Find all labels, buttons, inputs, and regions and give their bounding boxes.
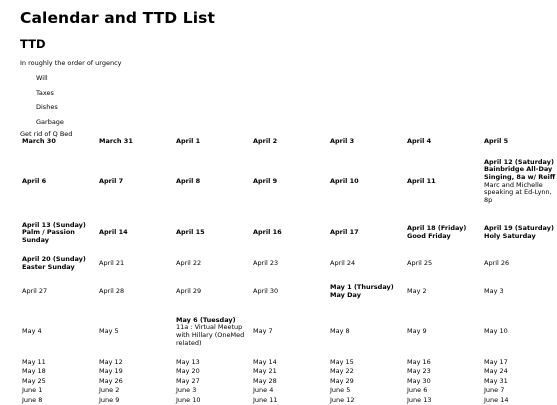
calendar-week-row: [18, 138, 557, 148]
day-label: May 1 (Thursday) May Day: [330, 282, 394, 299]
day-label: April 10: [330, 176, 359, 185]
calendar-day-cell: [172, 251, 249, 277]
day-label: June 12: [330, 395, 355, 404]
day-label: May 23: [407, 367, 431, 376]
day-label: April 12 (Saturday) Bainbridge All-Day Singing, 8a w/ Reiff: [484, 157, 556, 181]
calendar-day-cell: [18, 386, 95, 395]
day-label: April 5: [484, 137, 509, 145]
day-label: June 11: [253, 395, 278, 404]
calendar-week-row: [18, 358, 557, 367]
calendar-day-cell: [326, 306, 403, 358]
todo-item: Dishes: [36, 103, 58, 111]
day-label: April 29: [176, 286, 202, 295]
day-label: April 2: [253, 137, 278, 145]
day-label: May 26: [99, 376, 123, 385]
calendar-day-cell: [18, 215, 95, 251]
document: [0, 0, 540, 139]
calendar-day-cell: [403, 367, 480, 376]
calendar-body: [18, 138, 557, 405]
calendar-day-cell: [326, 148, 403, 215]
calendar-day-cell: [172, 215, 249, 251]
day-label: March 30: [22, 137, 56, 145]
calendar-day-cell: [95, 277, 172, 306]
page-title: Calendar and TTD List: [20, 9, 215, 27]
calendar-day-cell: [326, 251, 403, 277]
day-label: April 8: [176, 176, 201, 185]
day-label: June 8: [22, 395, 43, 404]
calendar-day-cell: [480, 367, 557, 376]
calendar-day-cell: [326, 377, 403, 386]
calendar-day-cell: [18, 277, 95, 306]
calendar-day-cell: [18, 358, 95, 367]
todo-list: [20, 71, 540, 129]
calendar-day-cell: [249, 367, 326, 376]
day-label: May 15: [330, 358, 354, 366]
day-label: April 25: [407, 259, 433, 268]
calendar-day-cell: [480, 277, 557, 306]
calendar-day-cell: [249, 377, 326, 386]
calendar-day-cell: [172, 358, 249, 367]
calendar-day-cell: [249, 306, 326, 358]
calendar-day-cell: [172, 367, 249, 376]
calendar-day-cell: [18, 148, 95, 215]
day-label: May 30: [407, 376, 431, 385]
calendar-day-cell: [403, 277, 480, 306]
day-label: April 14: [99, 228, 128, 237]
day-label: June 1: [22, 386, 43, 395]
day-label: June 14: [484, 395, 509, 404]
day-label: April 27: [22, 286, 48, 295]
calendar-day-cell: [18, 396, 95, 405]
calendar-day-cell: [326, 277, 403, 306]
day-label: April 30: [253, 286, 279, 295]
calendar-day-cell: [18, 138, 95, 148]
day-label: May 2: [407, 286, 427, 295]
calendar-day-cell: [172, 306, 249, 358]
calendar-day-cell: [249, 138, 326, 148]
day-label: April 26: [484, 259, 510, 268]
day-label: May 28: [253, 376, 277, 385]
calendar-day-cell: [18, 367, 95, 376]
calendar-day-cell: [403, 358, 480, 367]
day-label: April 17: [330, 228, 359, 237]
calendar-week-row: [18, 396, 557, 405]
calendar-day-cell: [249, 215, 326, 251]
day-label: April 6: [22, 176, 47, 185]
day-label: May 9: [407, 327, 427, 336]
calendar-day-cell: [95, 251, 172, 277]
calendar-day-cell: [326, 396, 403, 405]
calendar-day-cell: [403, 251, 480, 277]
calendar-day-cell: [95, 396, 172, 405]
day-label: May 7: [253, 327, 273, 336]
calendar-day-cell: [95, 377, 172, 386]
day-label: May 6 (Tuesday): [176, 315, 236, 324]
day-label: June 4: [253, 386, 274, 395]
calendar-day-cell: [480, 396, 557, 405]
calendar-day-cell: [172, 396, 249, 405]
day-label: May 14: [253, 358, 277, 366]
calendar-day-cell: [326, 367, 403, 376]
todo-last-item: Get rid of Q Bed: [20, 130, 73, 138]
calendar-week-row: [18, 306, 557, 358]
calendar-table: [18, 138, 557, 405]
calendar-day-cell: [95, 367, 172, 376]
day-label: April 19 (Saturday) Holy Saturday: [484, 224, 554, 240]
day-label: April 7: [99, 176, 124, 185]
day-label: May 12: [99, 358, 123, 366]
calendar-day-cell: [249, 358, 326, 367]
calendar-day-cell: [18, 377, 95, 386]
calendar-week-row: [18, 215, 557, 251]
day-label: May 17: [484, 358, 508, 366]
calendar-day-cell: [95, 386, 172, 395]
calendar-day-cell: [18, 251, 95, 277]
day-label: May 13: [176, 358, 200, 366]
calendar-day-cell: [326, 138, 403, 148]
calendar-day-cell: [480, 306, 557, 358]
calendar-day-cell: [480, 148, 557, 215]
calendar-day-cell: [403, 386, 480, 395]
day-label: May 11: [22, 358, 46, 366]
calendar-day-cell: [172, 377, 249, 386]
calendar-day-cell: [480, 358, 557, 367]
day-label: April 15: [176, 228, 205, 237]
day-label: May 25: [22, 376, 46, 385]
day-label: May 29: [330, 376, 354, 385]
day-label: May 21: [253, 367, 277, 376]
day-label: May 16: [407, 358, 431, 366]
calendar-day-cell: [249, 148, 326, 215]
ttd-heading: TTD: [20, 37, 46, 51]
day-label: June 3: [176, 386, 197, 395]
day-label: June 2: [99, 386, 120, 395]
calendar-day-cell: [172, 277, 249, 306]
calendar-week-row: [18, 367, 557, 376]
calendar-day-cell: [480, 251, 557, 277]
calendar-day-cell: [326, 215, 403, 251]
day-label: April 9: [253, 176, 278, 185]
calendar-day-cell: [403, 396, 480, 405]
day-label: April 13 (Sunday) Palm / Passion Sunday: [22, 220, 86, 244]
day-label: May 19: [99, 367, 123, 376]
day-label: June 10: [176, 395, 201, 404]
calendar-day-cell: [480, 215, 557, 251]
calendar-day-cell: [95, 138, 172, 148]
calendar-day-cell: [249, 386, 326, 395]
day-label: April 1: [176, 137, 201, 145]
day-label: May 3: [484, 286, 504, 295]
day-label: May 20: [176, 367, 200, 376]
calendar-day-cell: [480, 386, 557, 395]
day-note: Marc and Michelle speaking at Ed-Lynn, 8p: [484, 180, 552, 204]
calendar-day-cell: [403, 138, 480, 148]
day-label: May 31: [484, 376, 508, 385]
day-label: April 28: [99, 286, 125, 295]
day-label: June 6: [407, 386, 428, 395]
calendar-day-cell: [326, 358, 403, 367]
calendar-week-row: [18, 148, 557, 215]
day-label: May 27: [176, 376, 200, 385]
day-label: May 8: [330, 327, 350, 336]
ttd-intro: In roughly the order of urgency: [20, 59, 122, 67]
calendar-day-cell: [403, 148, 480, 215]
calendar-week-row: [18, 377, 557, 386]
day-label: April 23: [253, 259, 279, 268]
day-label: May 4: [22, 327, 42, 336]
day-label: April 24: [330, 259, 356, 268]
calendar-day-cell: [172, 138, 249, 148]
calendar-week-row: [18, 386, 557, 395]
calendar-day-cell: [249, 396, 326, 405]
todo-item: Garbage: [36, 117, 64, 126]
todo-item: Will: [36, 74, 48, 82]
day-label: June 5: [330, 386, 351, 395]
calendar-week-row: [18, 277, 557, 306]
day-label: May 18: [22, 367, 46, 376]
day-label: June 9: [99, 395, 120, 404]
day-label: April 3: [330, 137, 355, 145]
calendar-day-cell: [249, 277, 326, 306]
calendar-day-cell: [95, 148, 172, 215]
calendar-day-cell: [403, 306, 480, 358]
calendar-day-cell: [480, 377, 557, 386]
day-label: April 11: [407, 176, 436, 185]
todo-item: Taxes: [36, 88, 54, 97]
day-label: May 10: [484, 327, 508, 336]
day-label: April 18 (Friday) Good Friday: [407, 224, 467, 240]
calendar-day-cell: [403, 377, 480, 386]
calendar-day-cell: [172, 386, 249, 395]
day-label: June 7: [484, 386, 505, 395]
day-label: April 20 (Sunday) Easter Sunday: [22, 255, 86, 271]
calendar-day-cell: [249, 251, 326, 277]
day-label: April 22: [176, 259, 202, 268]
day-label: March 31: [99, 137, 133, 145]
calendar-day-cell: [95, 358, 172, 367]
day-label: May 22: [330, 367, 354, 376]
calendar-day-cell: [172, 148, 249, 215]
day-label: May 5: [99, 327, 119, 336]
day-note: 11a : Virtual Meetup with Hillary (OneMed related): [176, 323, 245, 347]
day-label: April 21: [99, 259, 125, 268]
day-label: April 4: [407, 137, 432, 145]
calendar-day-cell: [403, 215, 480, 251]
calendar-day-cell: [95, 306, 172, 358]
calendar-day-cell: [18, 306, 95, 358]
calendar-day-cell: [480, 138, 557, 148]
day-label: June 13: [407, 395, 432, 404]
calendar-day-cell: [95, 215, 172, 251]
calendar-week-row: [18, 251, 557, 277]
day-label: April 16: [253, 228, 282, 237]
calendar-day-cell: [326, 386, 403, 395]
day-label: May 24: [484, 367, 508, 376]
